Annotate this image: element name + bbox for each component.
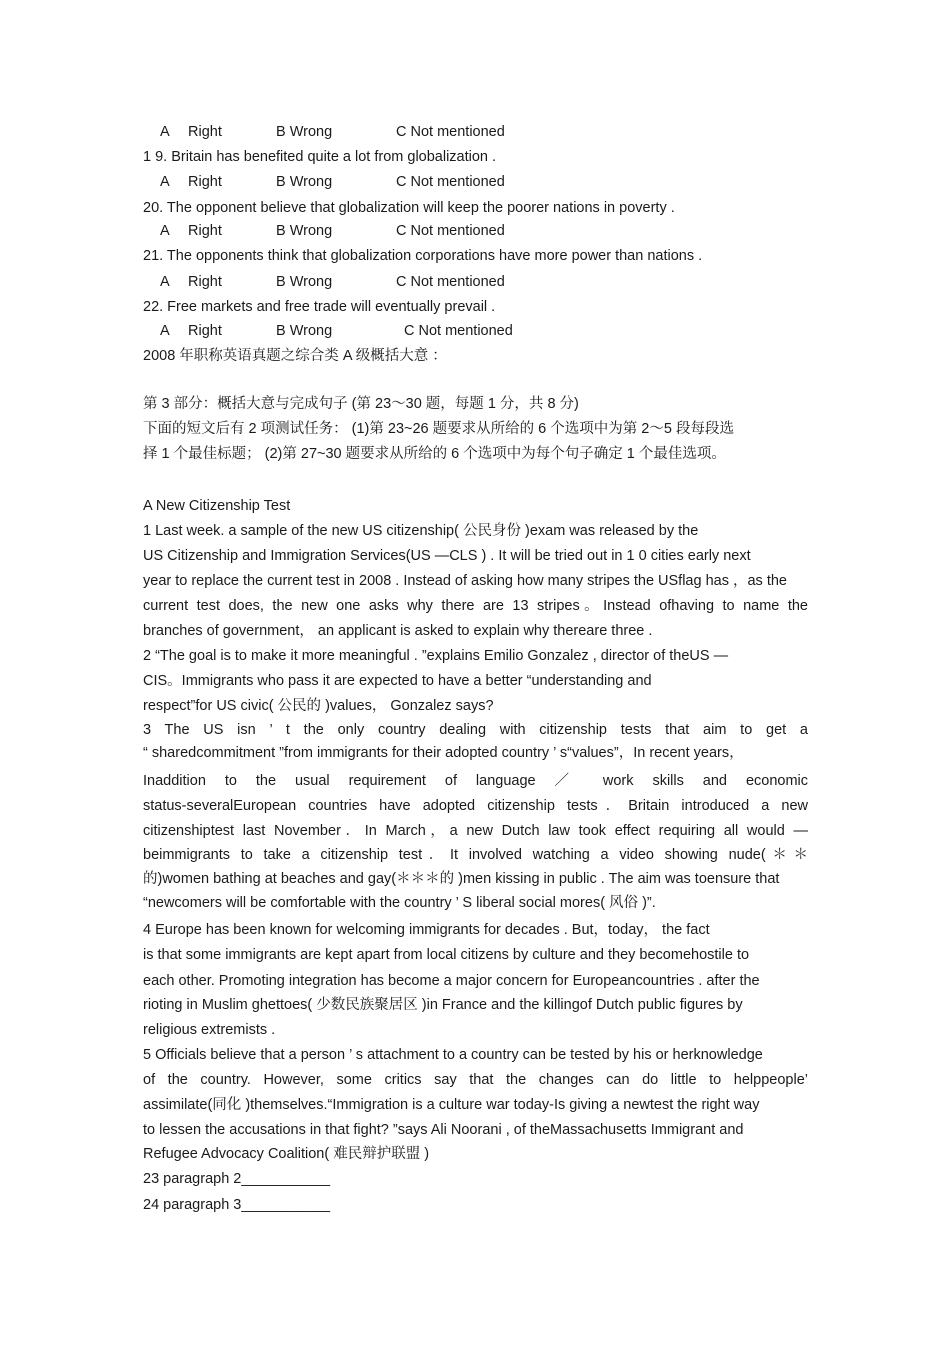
article-line: 2 “The goal is to make it more meaningful . ”explains Emilio Gonzalez , director of theUS — — [143, 648, 729, 664]
article-line: “ sharedcommitment ”from immigrants for their adopted country ’ s“values”，In recent years， — [143, 745, 744, 761]
option-not-mentioned: C Not mentioned — [396, 223, 505, 239]
option-right: Right — [188, 274, 222, 290]
article-line: beimmigrants to take a citizenship test．It involved watching a video showing nude(＊＊ — [143, 847, 808, 863]
instructions-line-2: 择 1 个最佳标题； (2)第 27~30 题要求从所给的 6 个选项中为每个句子确定 1 个最佳选项。 — [143, 446, 726, 462]
instructions-line-1: 下面的短文后有 2 项测试任务： (1)第 23~26 题要求从所给的 6 个选项中为第 2～5 段每段选 — [143, 421, 734, 437]
article-line: “newcomers will be comfortable with the country ’ S liberal social mores( 风俗 )”. — [143, 895, 656, 911]
question-22: 22. Free markets and free trade will eventually prevail . — [143, 299, 496, 315]
option-wrong: B Wrong — [276, 274, 333, 290]
article-line: 4 Europe has been known for welcoming immigrants for decades . But，today， the fact — [143, 922, 710, 938]
option-a: A — [160, 223, 170, 239]
article-line: status-severalEuropean countries have adopted citizenship tests．Britain introduced a new — [143, 798, 808, 814]
option-right: Right — [188, 174, 222, 190]
option-not-mentioned: C Not mentioned — [396, 274, 505, 290]
option-not-mentioned: C Not mentioned — [404, 323, 513, 339]
article-line: US Citizenship and Immigration Services(US —CLS ) . It will be tried out in 1 0 cities early next — [143, 548, 751, 564]
article-line: is that some immigrants are kept apart from local citizens by culture and they becomehostile to — [143, 947, 750, 963]
question-21: 21. The opponents think that globalization corporations have more power than nations . — [143, 248, 703, 264]
option-right: Right — [188, 124, 222, 140]
article-line: to lessen the accusations in that fight? ”says Ali Noorani , of theMassachusetts Immigrant and — [143, 1122, 744, 1138]
article-line: each other. Promoting integration has become a major concern for Europeancountries . after the — [143, 973, 760, 989]
article-line: rioting in Muslim ghettoes( 少数民族聚居区 )in France and the killingof Dutch public figures by — [143, 997, 743, 1013]
article-line: Refugee Advocacy Coalition( 难民辩护联盟 ) — [143, 1146, 430, 1162]
exam-title: 2008 年职称英语真题之综合类 A 级概括大意 ： — [143, 348, 447, 364]
article-line: CIS。Immigrants who pass it are expected to have a better “understanding and — [143, 673, 652, 689]
question-19: 1 9. Britain has benefited quite a lot from globalization . — [143, 149, 497, 165]
question-24: 24 paragraph 3___________ — [143, 1197, 331, 1213]
option-a: A — [160, 323, 170, 339]
option-a: A — [160, 274, 170, 290]
article-line: religious extremists . — [143, 1022, 276, 1038]
article-line: citizenshiptest last November．In March，a new Dutch law took effect requiring all would — — [143, 823, 808, 839]
article-line: respect”for US civic( 公民的 )values， Gonzalez says? — [143, 698, 494, 714]
article-line: 的)women bathing at beaches and gay(＊＊＊的 )men kissing in public . The aim was toensure that — [143, 871, 780, 887]
article-line: 5 Officials believe that a person ’ s attachment to a country can be tested by his or herknowledge — [143, 1047, 763, 1063]
option-wrong: B Wrong — [276, 323, 333, 339]
option-wrong: B Wrong — [276, 223, 333, 239]
article-line: 3 The US isn ’ t the only country dealing with citizenship tests that aim to get a — [143, 722, 808, 738]
option-not-mentioned: C Not mentioned — [396, 174, 505, 190]
article-line: assimilate(同化 )themselves.“Immigration is a culture war today-Is giving a newtest the right way — [143, 1097, 760, 1113]
option-wrong: B Wrong — [276, 124, 333, 140]
article-line: 1 Last week. a sample of the new US citizenship( 公民身份 )exam was released by the — [143, 523, 699, 539]
option-right: Right — [188, 323, 222, 339]
question-20: 20. The opponent believe that globalization will keep the poorer nations in poverty . — [143, 200, 675, 216]
part-heading: 第 3 部分：概括大意与完成句子 (第 23～30 题，每题 1 分，共 8 分) — [143, 396, 579, 412]
article-line: current test does, the new one asks why there are 13 stripes。Instead ofhaving to name the — [143, 598, 808, 614]
option-not-mentioned: C Not mentioned — [396, 124, 505, 140]
option-wrong: B Wrong — [276, 174, 333, 190]
article-line: year to replace the current test in 2008 . Instead of asking how many stripes the USflag has ，as the — [143, 573, 787, 589]
option-right: Right — [188, 223, 222, 239]
article-line: of the country. However, some critics say that the changes can do little to helppeople’ — [143, 1072, 808, 1088]
option-a: A — [160, 174, 170, 190]
article-line: branches of government， an applicant is asked to explain why thereare three . — [143, 623, 653, 639]
article-line: Inaddition to the usual requirement of language ／ work skills and economic — [143, 773, 808, 789]
article-title: A New Citizenship Test — [143, 498, 291, 514]
option-a: A — [160, 124, 170, 140]
question-23: 23 paragraph 2___________ — [143, 1171, 331, 1187]
